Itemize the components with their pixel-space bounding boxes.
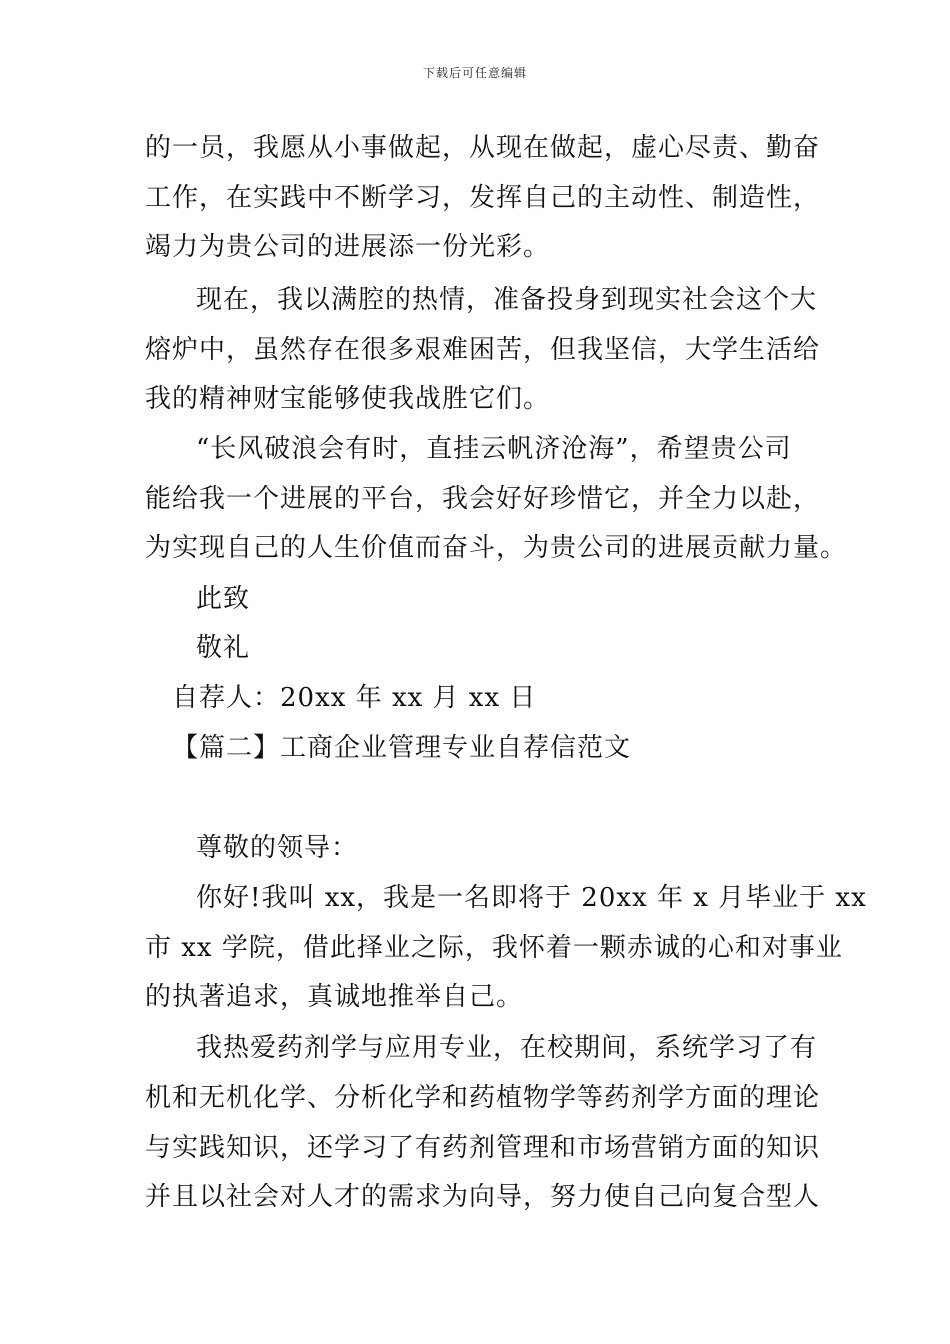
- body-line: 的一员，我愿从小事做起，从现在做起，虚心尽责、勤奋: [145, 133, 821, 163]
- closing-salutation: 此致: [196, 584, 251, 614]
- body-line: 竭力为贵公司的进展添一份光彩。: [145, 232, 551, 262]
- page-header: 下载后可任意编辑: [422, 66, 527, 80]
- body-line: 现在，我以满腔的热情，准备投身到现实社会这个大: [196, 285, 818, 315]
- section-heading: 【篇二】工商企业管理专业自荐信范文: [172, 733, 632, 763]
- body-line: 机和无机化学、分析化学和药植物学等药剂学方面的理论: [145, 1083, 821, 1113]
- body-line: 市 xx 学院，借此择业之际，我怀着一颗赤诚的心和对事业: [145, 933, 843, 963]
- body-line: 能给我一个进展的平台，我会好好珍惜它，并全力以赴，: [145, 484, 821, 514]
- body-line: 工作，在实践中不断学习，发挥自己的主动性、制造性，: [145, 183, 821, 213]
- body-line: “长风破浪会有时，直挂云帆济沧海”，希望贵公司: [196, 434, 792, 464]
- body-line: 的执著追求，真诚地推举自己。: [145, 982, 524, 1012]
- body-line: 你好!我叫 xx，我是一名即将于 20xx 年 x 月毕业于 xx: [196, 883, 867, 913]
- body-line: 我热爱药剂学与应用专业，在校期间，系统学习了有: [196, 1033, 818, 1063]
- signature-date: 自荐人：20xx 年 xx 月 xx 日: [172, 683, 537, 713]
- body-line: 并且以社会对人才的需求为向导，努力使自己向复合型人: [145, 1182, 821, 1212]
- body-line: 为实现自己的人生价值而奋斗，为贵公司的进展贡献力量。: [145, 533, 848, 563]
- body-line: 我的精神财宝能够使我战胜它们。: [145, 384, 551, 414]
- body-line: 与实践知识，还学习了有药剂管理和市场营销方面的知识: [145, 1133, 821, 1163]
- body-line: 熔炉中，虽然存在很多艰难困苦，但我坚信，大学生活给: [145, 335, 821, 365]
- closing-regards: 敬礼: [196, 633, 251, 663]
- greeting: 尊敬的领导：: [196, 833, 359, 863]
